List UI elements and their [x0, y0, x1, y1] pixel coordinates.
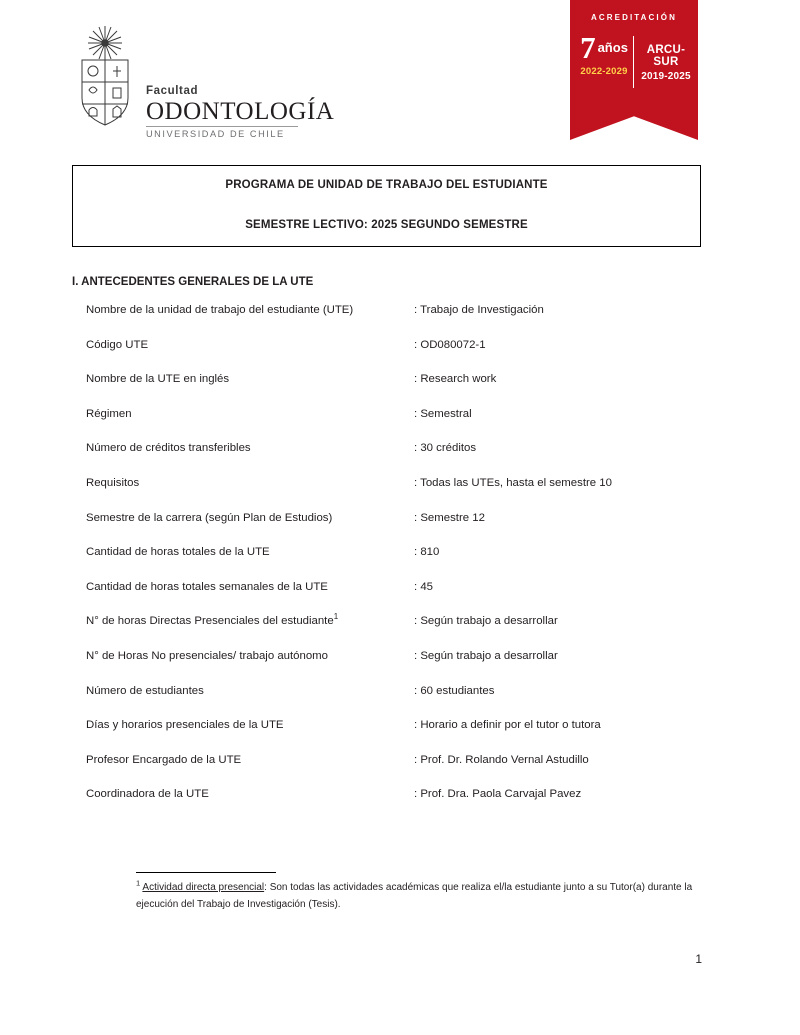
field-label — [86, 612, 414, 629]
field-value: : 45 — [414, 580, 433, 593]
logo-university-label: UNIVERSIDAD DE CHILE — [146, 129, 285, 139]
field-value: : Prof. Dra. Paola Carvajal Pavez — [414, 788, 582, 801]
field-value: : Horario a definir por el tutor o tutora — [414, 719, 601, 732]
program-semester: SEMESTRE LECTIVO: 2025 SEGUNDO SEMESTRE — [245, 219, 528, 231]
field-row — [86, 612, 706, 650]
accreditation-agency: ARCU-SUR — [646, 44, 686, 68]
field-label-text: Código UTE — [86, 338, 149, 351]
logo-school-label: ODONTOLOGÍA — [146, 97, 335, 125]
faculty-crest-icon — [72, 24, 138, 130]
field-label-text: Profesor Encargado de la UTE — [86, 753, 242, 766]
field-value: : Todas las UTEs, hasta el semestre 10 — [414, 476, 612, 489]
field-value: : Según trabajo a desarrollar — [414, 615, 558, 628]
field-value: : 30 créditos — [414, 442, 477, 455]
field-label — [86, 685, 414, 699]
field-value: : 810 — [414, 546, 440, 559]
field-label — [86, 339, 414, 353]
field-row — [86, 373, 706, 408]
field-row — [86, 442, 706, 477]
field-label — [86, 754, 414, 768]
field-label-text: Requisitos — [86, 476, 140, 489]
footnote-term: Actividad directa presencial — [142, 882, 265, 893]
field-label — [86, 408, 414, 422]
field-row — [86, 719, 706, 754]
field-label-text: Régimen — [86, 407, 132, 420]
field-row — [86, 339, 706, 374]
accreditation-years-word: años — [597, 40, 628, 56]
field-label-text: Coordinadora de la UTE — [86, 788, 209, 801]
accreditation-years-number: 7 — [580, 30, 596, 65]
field-row — [86, 408, 706, 443]
faculty-logo — [72, 24, 334, 139]
field-label — [86, 546, 414, 560]
logo-faculty-label: Facultad — [146, 85, 199, 97]
field-label — [86, 512, 414, 526]
accreditation-title: ACREDITACIÓN — [591, 13, 677, 22]
field-label — [86, 788, 414, 802]
accreditation-ribbon — [570, 0, 698, 140]
field-value: : Trabajo de Investigación — [414, 304, 544, 316]
field-label-text: Días y horarios presenciales de la UTE — [86, 719, 284, 732]
field-value: : OD080072-1 — [414, 338, 486, 351]
field-value: : Research work — [414, 373, 497, 386]
accreditation-agency-block — [636, 44, 696, 82]
field-label-text: N° de horas Directas Presenciales del estudiante — [86, 615, 334, 628]
field-label-text: Número de créditos transferibles — [86, 442, 251, 455]
field-row — [86, 788, 706, 823]
field-label-text: Cantidad de horas totales de la UTE — [86, 546, 270, 559]
general-background-fields — [86, 304, 706, 823]
field-row — [86, 477, 706, 512]
accreditation-agency-period: 2019-2025 — [641, 71, 691, 82]
accreditation-years-block — [576, 30, 632, 77]
field-row — [86, 546, 706, 581]
program-title: PROGRAMA DE UNIDAD DE TRABAJO DEL ESTUDIANTE — [225, 179, 548, 191]
field-value: : Según trabajo a desarrollar — [414, 649, 558, 662]
field-label-text: Nombre de la UTE en inglés — [86, 373, 230, 386]
ribbon-divider — [633, 36, 634, 88]
field-label — [86, 304, 414, 318]
accreditation-period: 2022-2029 — [580, 65, 628, 77]
field-label — [86, 650, 414, 664]
field-value: : Semestre 12 — [414, 511, 485, 524]
field-row — [86, 685, 706, 720]
logo-divider — [146, 126, 298, 127]
document-header — [0, 0, 800, 152]
field-row — [86, 650, 706, 685]
field-label — [86, 442, 414, 456]
footnote-divider — [136, 872, 276, 873]
program-title-box — [72, 165, 701, 247]
field-label-text: Semestre de la carrera (según Plan de Estudios) — [86, 511, 333, 524]
footnote-marker: 1 — [136, 878, 141, 888]
field-label-text: Nombre de la unidad de trabajo del estudiante (UTE) — [86, 304, 354, 316]
footnote — [136, 880, 702, 913]
field-label — [86, 373, 414, 387]
field-value: : Semestral — [414, 407, 472, 420]
field-value: : 60 estudiantes — [414, 684, 495, 697]
field-label — [86, 719, 414, 733]
footnote-text: : Son todas las actividades académicas que realiza el/la estudiante junto a su Tutor(a) durante la ejecución del Trabajo de Investigación (Tesis). — [136, 882, 693, 910]
section-heading: I. ANTECEDENTES GENERALES DE LA UTE — [72, 276, 314, 288]
field-row — [86, 754, 706, 789]
field-row — [86, 304, 706, 339]
field-value: : Prof. Dr. Rolando Vernal Astudillo — [414, 753, 589, 766]
field-label — [86, 477, 414, 491]
field-label-text: Cantidad de horas totales semanales de la UTE — [86, 580, 328, 593]
field-label-footnote-marker: 1 — [333, 612, 339, 622]
field-row — [86, 581, 706, 616]
field-label-text: Número de estudiantes — [86, 684, 204, 697]
field-label-text: N° de Horas No presenciales/ trabajo autónomo — [86, 649, 328, 662]
faculty-logo-text — [146, 24, 334, 139]
page-number: 1 — [695, 952, 702, 966]
field-row — [86, 512, 706, 547]
field-label — [86, 581, 414, 595]
